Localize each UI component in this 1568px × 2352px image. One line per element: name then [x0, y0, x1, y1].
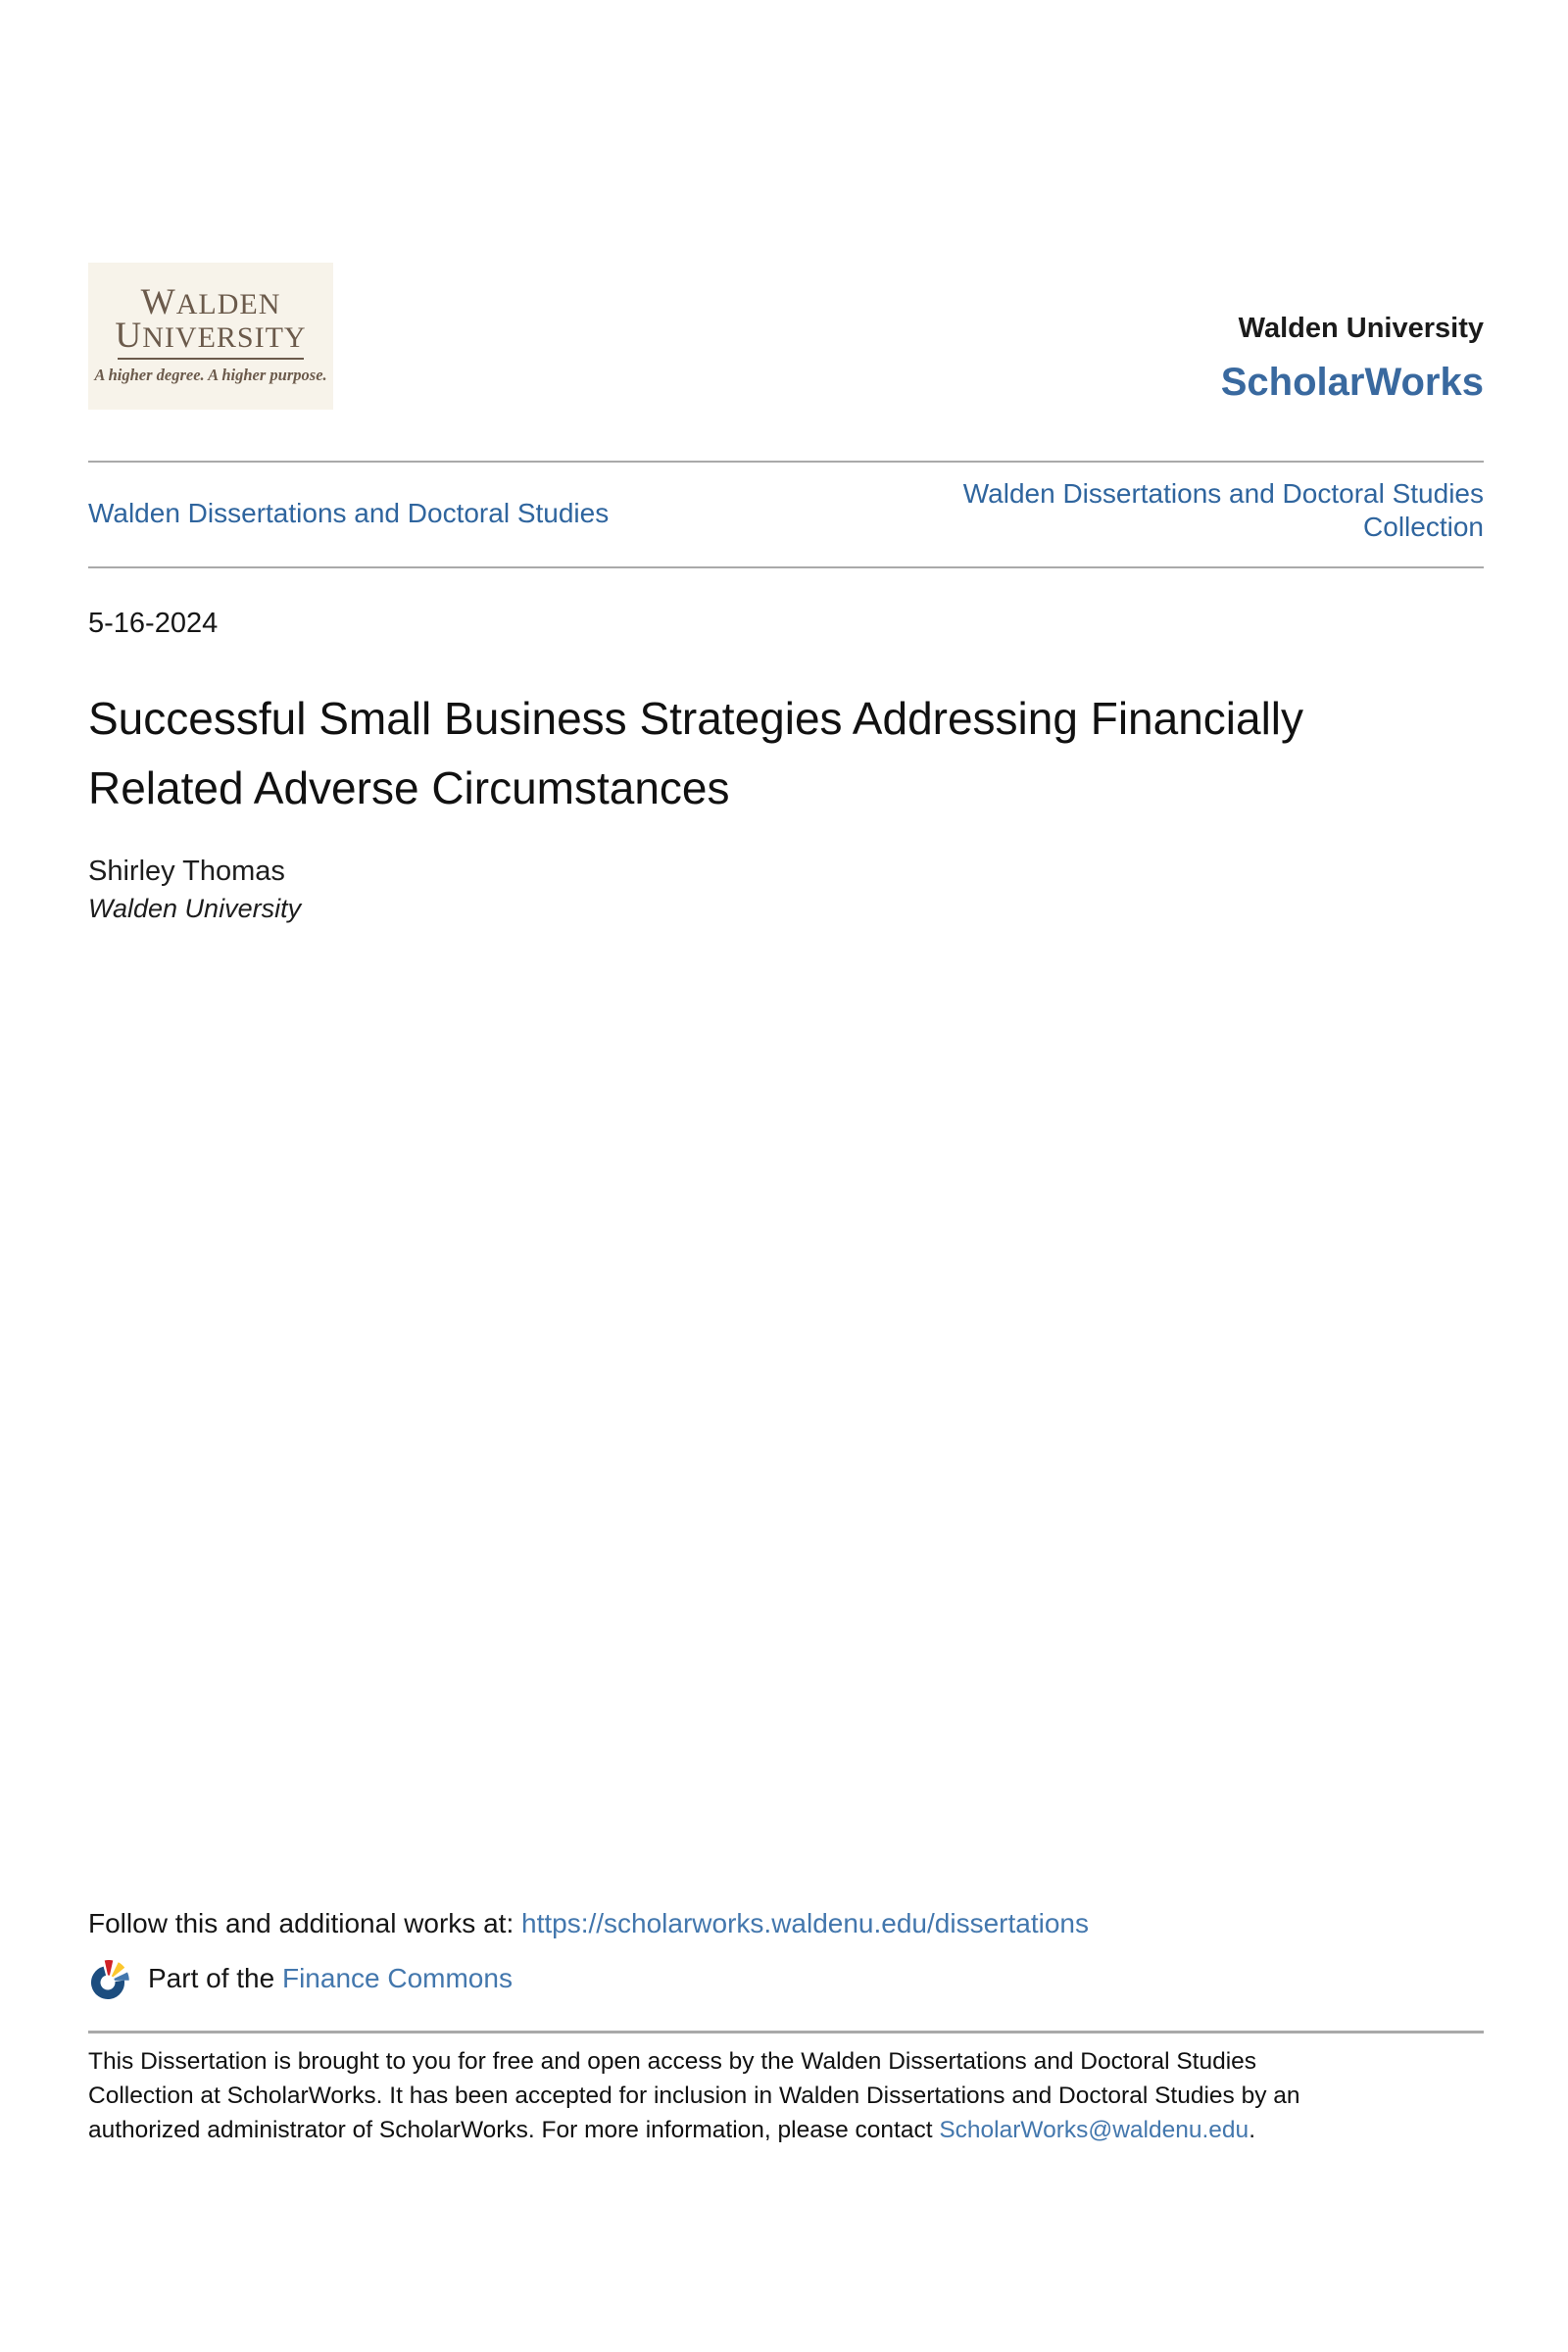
header-divider-bottom: [88, 566, 1484, 568]
dissertations-url-link[interactable]: https://scholarworks.waldenu.edu/dissertations: [521, 1908, 1089, 1938]
series-link-right-line2: Collection: [1363, 512, 1484, 542]
footer-statement: [88, 2044, 1484, 2147]
series-link-right[interactable]: [963, 477, 1484, 544]
contact-email-link[interactable]: ScholarWorks@waldenu.edu: [939, 2117, 1250, 2143]
footer-divider: [88, 2031, 1484, 2034]
footer-line2: Collection at ScholarWorks. It has been accepted for inclusion in Walden Dissertations and Doctoral Studies by an: [88, 2082, 1300, 2109]
part-of-prefix: Part of the: [148, 1963, 282, 1993]
header-divider-top: [88, 461, 1484, 463]
masthead-site-title: ScholarWorks: [1220, 361, 1484, 404]
series-link-left[interactable]: Walden Dissertations and Doctoral Studies: [88, 498, 610, 528]
digital-commons-network-icon: [86, 1954, 135, 2003]
series-link-right-line1: Walden Dissertations and Doctoral Studies: [962, 478, 1484, 509]
publication-date: 5-16-2024: [88, 608, 219, 639]
footer-line3-prefix: authorized administrator of ScholarWorks. For more information, please contact: [88, 2117, 940, 2143]
walden-university-logo: [88, 263, 333, 410]
series-row: [88, 477, 1484, 544]
part-of-text: [148, 1963, 513, 1994]
finance-commons-link[interactable]: Finance Commons: [281, 1963, 513, 1993]
follow-works-line: [88, 1908, 1089, 1939]
author-affiliation: Walden University: [88, 894, 302, 923]
masthead-institution: Walden University: [1238, 313, 1484, 344]
footer-line3-suffix: .: [1249, 2117, 1255, 2143]
logo-wordmark-line2: UNIVERSITY: [115, 316, 307, 356]
footer-line3: [88, 2113, 1484, 2147]
part-of-row: [86, 1954, 513, 2003]
author-block: [88, 855, 301, 924]
logo-divider: [118, 358, 304, 360]
masthead: [1221, 312, 1484, 404]
logo-wordmark-line1: WALDEN: [140, 282, 281, 322]
footer-line1: This Dissertation is brought to you for free and open access by the Walden Dissertations and Doctoral Studies: [88, 2048, 1257, 2075]
author-name: Shirley Thomas: [88, 856, 285, 887]
document-title-line2: Related Adverse Circumstances: [88, 762, 730, 813]
document-title-line1: Successful Small Business Strategies Addressing Financially: [88, 693, 1304, 744]
document-title: [88, 684, 1490, 823]
logo-tagline: A higher degree. A higher purpose.: [94, 366, 327, 384]
follow-works-prefix: Follow this and additional works at:: [88, 1908, 521, 1938]
